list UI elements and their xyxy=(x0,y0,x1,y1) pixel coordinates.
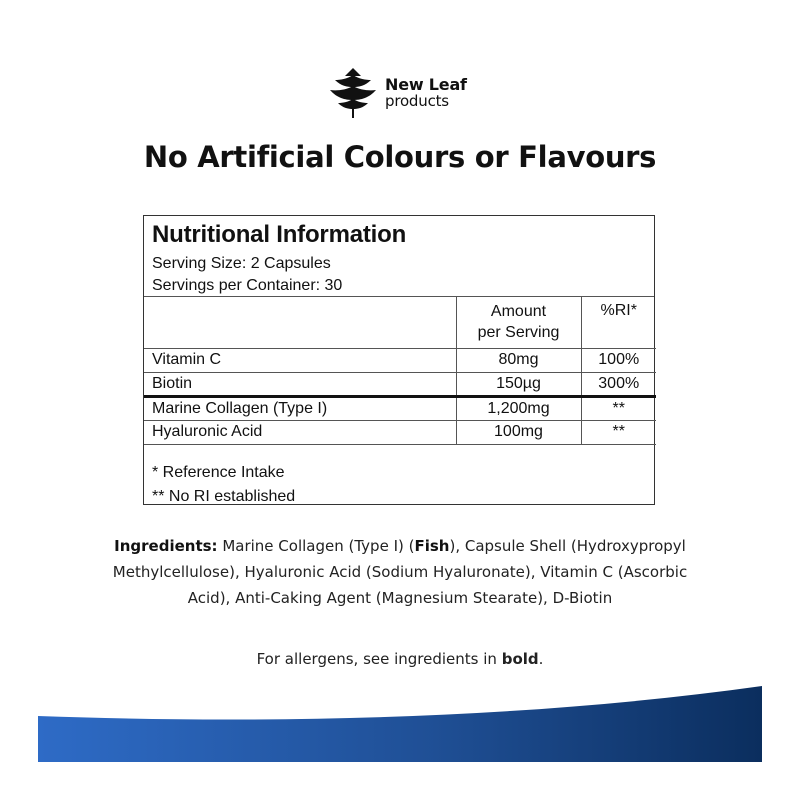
headline: No Artificial Colours or Flavours xyxy=(143,140,657,174)
nutrient-amount: 80mg xyxy=(456,348,581,372)
nutrition-title: Nutritional Information xyxy=(152,221,407,248)
footnote-no-ri: ** No RI established xyxy=(152,488,296,505)
decorative-wave xyxy=(0,680,800,800)
header-amount-line1: Amount xyxy=(490,302,547,320)
table-row xyxy=(144,372,656,396)
footnotes xyxy=(152,461,295,509)
table-row xyxy=(144,396,656,420)
ingredients-label: Ingredients: xyxy=(114,537,218,555)
nutrient-name: Vitamin C xyxy=(144,348,456,372)
nutrient-name: Hyaluronic Acid xyxy=(144,420,456,444)
header-amount xyxy=(456,297,581,348)
allergen-suffix: . xyxy=(538,650,544,668)
nutrient-name: Biotin xyxy=(144,372,456,396)
ingredients-text xyxy=(110,533,690,611)
allergen-fish: Fish xyxy=(414,537,450,555)
nutrient-ri: 300% xyxy=(581,372,656,396)
header-ri: %RI* xyxy=(581,297,656,348)
leaf-tree-icon xyxy=(329,66,377,118)
allergen-bold-word: bold xyxy=(501,650,539,668)
nutrient-amount: 1,200mg xyxy=(456,396,581,420)
table-row xyxy=(144,420,656,444)
allergen-prefix: For allergens, see ingredients in xyxy=(256,650,502,668)
nutrient-amount: 150µg xyxy=(456,372,581,396)
ingredients-part1: Marine Collagen (Type I) ( xyxy=(217,537,415,555)
table-header-row xyxy=(144,297,656,348)
brand-wordmark xyxy=(385,77,467,109)
table-row xyxy=(144,348,656,372)
header-empty-cell xyxy=(144,297,456,348)
header-amount-line2: per Serving xyxy=(477,324,560,342)
serving-size: Serving Size: 2 Capsules xyxy=(152,255,331,272)
nutrient-ri: 100% xyxy=(581,348,656,372)
nutrient-name: Marine Collagen (Type I) xyxy=(144,396,456,420)
nutrient-ri: ** xyxy=(581,420,656,444)
nutrient-amount: 100mg xyxy=(456,420,581,444)
brand-sub: products xyxy=(385,92,449,110)
nutrient-ri: ** xyxy=(581,396,656,420)
servings-per-container: Servings per Container: 30 xyxy=(152,277,343,294)
nutrition-header xyxy=(144,216,654,297)
brand-logo xyxy=(329,66,479,118)
allergen-note xyxy=(0,650,800,668)
brand-name: New Leaf xyxy=(385,75,467,94)
nutrition-table xyxy=(144,297,656,445)
ingredients-part2: ), Capsule Shell (Hydroxypropyl Methylcellulose), Hyaluronic Acid (Sodium Hyaluronate), Vitamin C (Ascorbic Acid), Anti-Caking Agent (Magnesium Stearate), D-Biotin xyxy=(112,537,688,607)
footnote-reference-intake: * Reference Intake xyxy=(152,464,285,481)
nutrition-panel xyxy=(143,215,655,505)
